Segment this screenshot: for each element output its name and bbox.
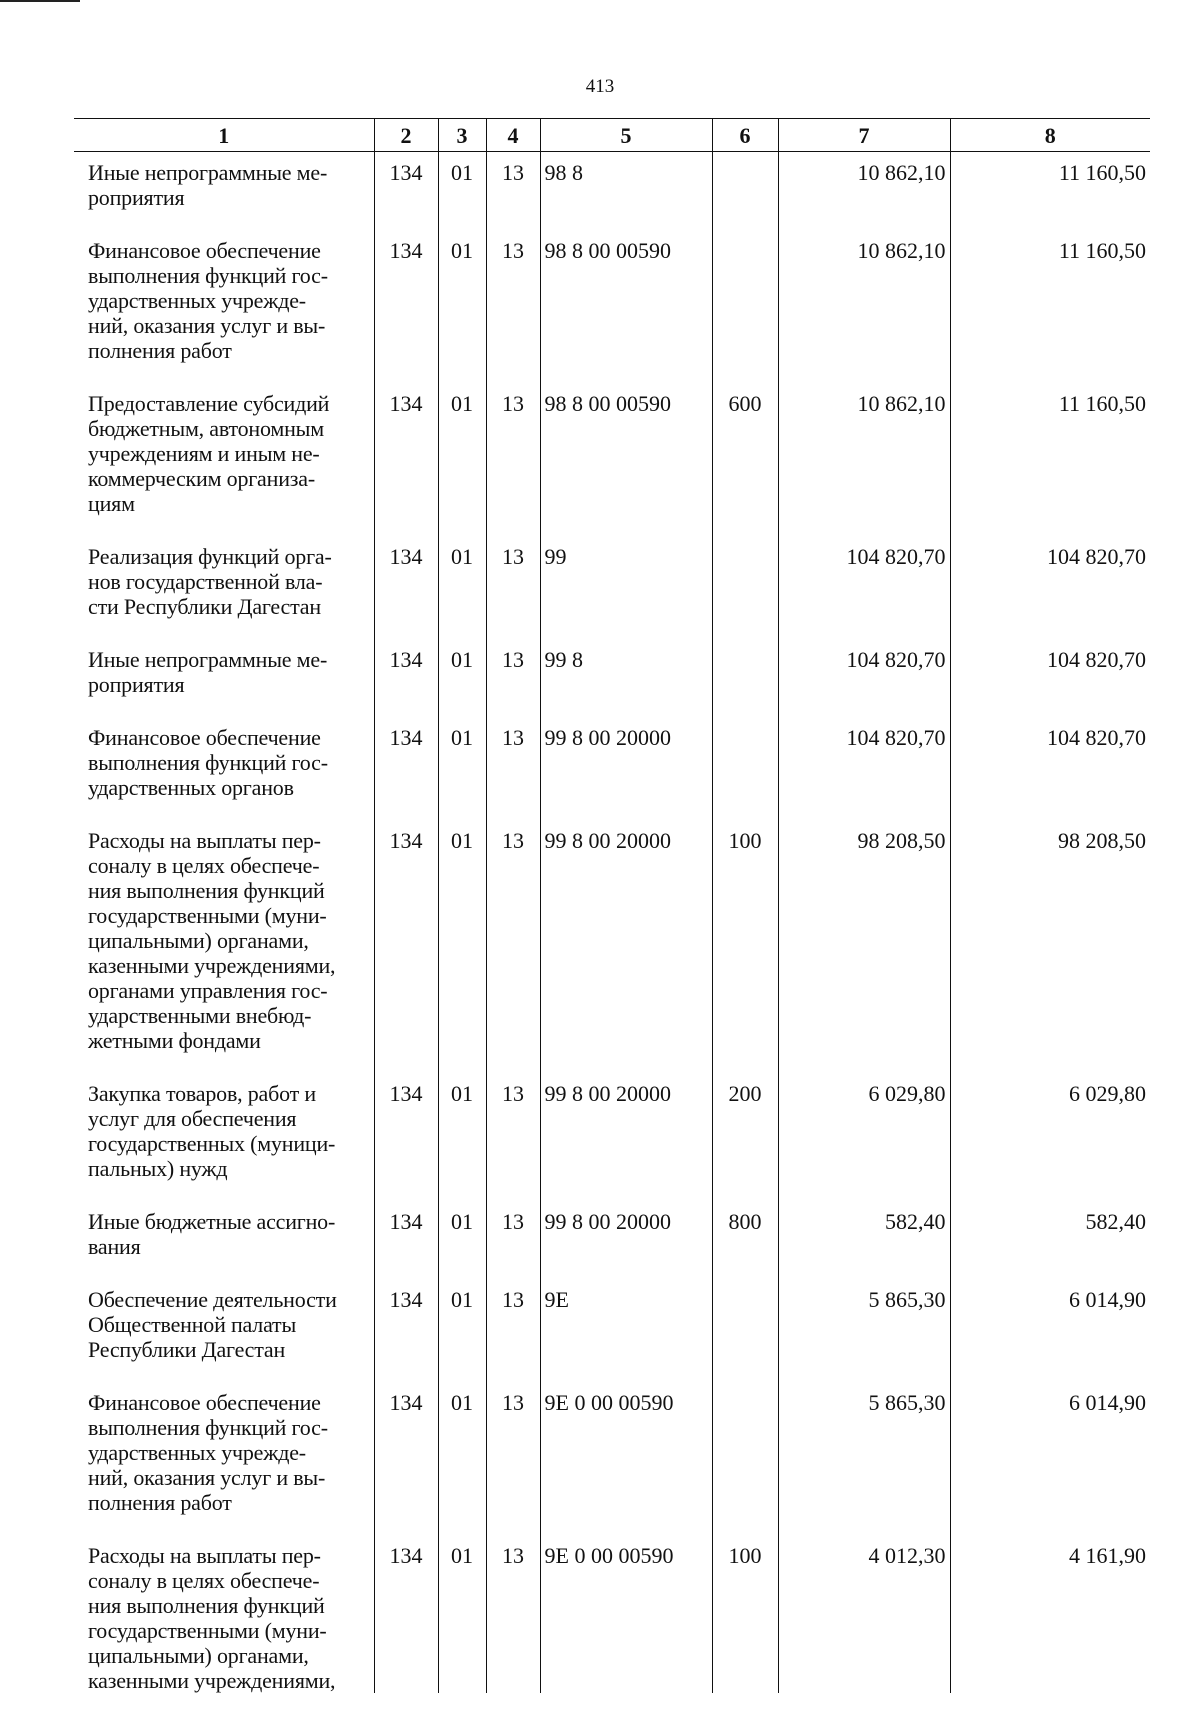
section-cell: 01: [438, 1073, 486, 1201]
target-article-cell: 9Е 0 00 00590: [540, 1382, 712, 1535]
row-name-cell: Расходы на выплаты пер- соналу в целях обеспече- ния выполнения функций государственными (муни- ципальными) органами, казенными учреждениями, органами управления гос- ударственными внебюд- жетными фондами: [74, 820, 374, 1073]
table-row: [74, 1535, 1150, 1693]
amount-year1-cell: 10 862,10: [778, 230, 950, 383]
section-cell: 01: [438, 230, 486, 383]
row-name-cell: Финансовое обеспечение выполнения функций гос- ударственных учрежде- ний, оказания услуг и вы- полнения работ: [74, 1382, 374, 1535]
expense-type-cell: [712, 230, 778, 383]
subsection-cell: 13: [486, 1535, 540, 1693]
section-cell: 01: [438, 383, 486, 536]
budget-table: [74, 118, 1150, 1693]
subsection-cell: 13: [486, 1201, 540, 1279]
row-name-cell: Финансовое обеспечение выполнения функций гос- ударственных органов: [74, 717, 374, 820]
table-row: [74, 152, 1150, 231]
expense-type-cell: [712, 717, 778, 820]
table-row: [74, 1201, 1150, 1279]
target-article-cell: 99 8 00 20000: [540, 1073, 712, 1201]
section-cell: 01: [438, 536, 486, 639]
amount-year2-cell: 98 208,50: [950, 820, 1150, 1073]
amount-year2-cell: 11 160,50: [950, 383, 1150, 536]
target-article-cell: 9Е 0 00 00590: [540, 1535, 712, 1693]
row-name-cell: Иные непрограммные ме- роприятия: [74, 639, 374, 717]
subsection-cell: 13: [486, 1073, 540, 1201]
table-row: [74, 1382, 1150, 1535]
expense-type-cell: [712, 1382, 778, 1535]
amount-year2-cell: 11 160,50: [950, 230, 1150, 383]
expense-type-cell: [712, 536, 778, 639]
row-name-cell: Предоставление субсидий бюджетным, автономным учреждениям и иным не- коммерческим организа- циям: [74, 383, 374, 536]
code-cell: 134: [374, 717, 438, 820]
code-cell: 134: [374, 639, 438, 717]
amount-year1-cell: 5 865,30: [778, 1279, 950, 1382]
target-article-cell: 99: [540, 536, 712, 639]
subsection-cell: 13: [486, 230, 540, 383]
section-cell: 01: [438, 1201, 486, 1279]
amount-year1-cell: 104 820,70: [778, 717, 950, 820]
subsection-cell: 13: [486, 383, 540, 536]
expense-type-cell: 100: [712, 1535, 778, 1693]
table-row: [74, 1279, 1150, 1382]
page-number: 413: [585, 76, 615, 97]
corner-mark: [0, 0, 80, 2]
row-name-cell: Обеспечение деятельности Общественной палаты Республики Дагестан: [74, 1279, 374, 1382]
column-header: 4: [486, 119, 540, 152]
subsection-cell: 13: [486, 152, 540, 231]
code-cell: 134: [374, 1535, 438, 1693]
expense-type-cell: 600: [712, 383, 778, 536]
column-header: 6: [712, 119, 778, 152]
amount-year1-cell: 98 208,50: [778, 820, 950, 1073]
amount-year2-cell: 6 014,90: [950, 1382, 1150, 1535]
header-row: [74, 119, 1150, 152]
column-header: 8: [950, 119, 1150, 152]
expense-type-cell: [712, 1279, 778, 1382]
subsection-cell: 13: [486, 717, 540, 820]
row-name-cell: Финансовое обеспечение выполнения функций гос- ударственных учрежде- ний, оказания услуг и вы- полнения работ: [74, 230, 374, 383]
column-header: 2: [374, 119, 438, 152]
amount-year2-cell: 582,40: [950, 1201, 1150, 1279]
section-cell: 01: [438, 639, 486, 717]
amount-year1-cell: 10 862,10: [778, 152, 950, 231]
amount-year1-cell: 5 865,30: [778, 1382, 950, 1535]
table-row: [74, 536, 1150, 639]
row-name-cell: Расходы на выплаты пер- соналу в целях обеспече- ния выполнения функций государственными (муни- ципальными) органами, казенными учреждениями,: [74, 1535, 374, 1693]
table-row: [74, 230, 1150, 383]
row-name-cell: Реализация функций орга- нов государственной вла- сти Республики Дагестан: [74, 536, 374, 639]
column-header: 5: [540, 119, 712, 152]
subsection-cell: 13: [486, 1382, 540, 1535]
code-cell: 134: [374, 383, 438, 536]
section-cell: 01: [438, 1535, 486, 1693]
target-article-cell: 98 8 00 00590: [540, 383, 712, 536]
code-cell: 134: [374, 820, 438, 1073]
expense-type-cell: [712, 152, 778, 231]
target-article-cell: 98 8 00 00590: [540, 230, 712, 383]
subsection-cell: 13: [486, 639, 540, 717]
amount-year2-cell: 104 820,70: [950, 536, 1150, 639]
amount-year2-cell: 4 161,90: [950, 1535, 1150, 1693]
section-cell: 01: [438, 717, 486, 820]
amount-year1-cell: 582,40: [778, 1201, 950, 1279]
row-name-cell: Иные непрограммные ме- роприятия: [74, 152, 374, 231]
table-row: [74, 717, 1150, 820]
table-row: [74, 383, 1150, 536]
target-article-cell: 99 8 00 20000: [540, 820, 712, 1073]
amount-year2-cell: 6 029,80: [950, 1073, 1150, 1201]
expense-type-cell: 200: [712, 1073, 778, 1201]
code-cell: 134: [374, 152, 438, 231]
table-row: [74, 1073, 1150, 1201]
row-name-cell: Иные бюджетные ассигно- вания: [74, 1201, 374, 1279]
subsection-cell: 13: [486, 1279, 540, 1382]
column-header: 3: [438, 119, 486, 152]
code-cell: 134: [374, 1201, 438, 1279]
section-cell: 01: [438, 1279, 486, 1382]
expense-type-cell: 800: [712, 1201, 778, 1279]
target-article-cell: 99 8: [540, 639, 712, 717]
column-header: 7: [778, 119, 950, 152]
code-cell: 134: [374, 1382, 438, 1535]
amount-year1-cell: 4 012,30: [778, 1535, 950, 1693]
code-cell: 134: [374, 1279, 438, 1382]
amount-year2-cell: 6 014,90: [950, 1279, 1150, 1382]
target-article-cell: 98 8: [540, 152, 712, 231]
amount-year1-cell: 104 820,70: [778, 536, 950, 639]
table-row: [74, 820, 1150, 1073]
code-cell: 134: [374, 230, 438, 383]
code-cell: 134: [374, 536, 438, 639]
code-cell: 134: [374, 1073, 438, 1201]
amount-year1-cell: 104 820,70: [778, 639, 950, 717]
row-name-cell: Закупка товаров, работ и услуг для обеспечения государственных (муници- пальных) нужд: [74, 1073, 374, 1201]
subsection-cell: 13: [486, 820, 540, 1073]
column-header: 1: [74, 119, 374, 152]
target-article-cell: 99 8 00 20000: [540, 717, 712, 820]
table-body: [74, 152, 1150, 1694]
amount-year1-cell: 10 862,10: [778, 383, 950, 536]
amount-year2-cell: 104 820,70: [950, 639, 1150, 717]
table-row: [74, 639, 1150, 717]
expense-type-cell: 100: [712, 820, 778, 1073]
section-cell: 01: [438, 1382, 486, 1535]
amount-year1-cell: 6 029,80: [778, 1073, 950, 1201]
subsection-cell: 13: [486, 536, 540, 639]
target-article-cell: 99 8 00 20000: [540, 1201, 712, 1279]
target-article-cell: 9Е: [540, 1279, 712, 1382]
expense-type-cell: [712, 639, 778, 717]
amount-year2-cell: 11 160,50: [950, 152, 1150, 231]
section-cell: 01: [438, 820, 486, 1073]
section-cell: 01: [438, 152, 486, 231]
amount-year2-cell: 104 820,70: [950, 717, 1150, 820]
